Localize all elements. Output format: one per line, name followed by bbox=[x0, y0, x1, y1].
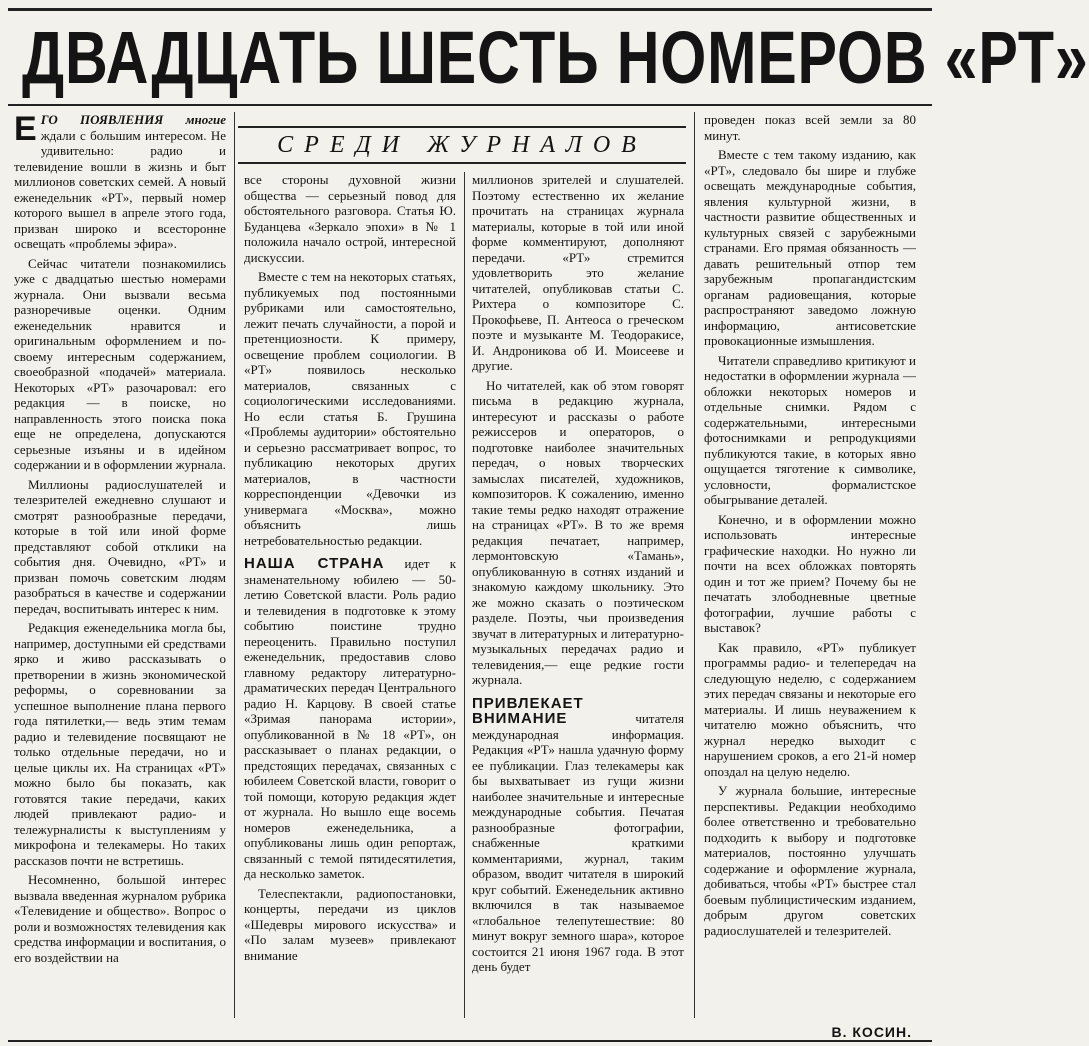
lead-paragraph bbox=[14, 112, 226, 252]
column-divider bbox=[234, 112, 235, 1018]
drop-cap: Е bbox=[14, 110, 37, 148]
col1-p1: ждали с большим интересом. Не удивительно: радио и телевидение вошли в жизнь и быт миллионов советских семей. А новый еженедельник «РТ», первый номер которого вышел в апреле этого года, призван широко и всесторонне освещать «проблемы эфира». bbox=[14, 127, 226, 251]
column-1 bbox=[14, 112, 226, 969]
headline-rule bbox=[8, 104, 932, 106]
col1-p4: Редакция еженедельника могла бы, например, доступными ей средствами ярко и живо рассказывать о претворении в жизнь экономической реформы, о соревновании за успешное выполнение плана первого года пятилетки,— ведь этим темам радио и телевидение посвящают не только отдельные передачи, но и целые циклы их. На страницах «РТ» можно было бы показать, как готовятся такие передачи, каких людей привлекают радио- и тележурналисты к выступлениям у микрофона и телекамеры. Но таких рассказов почти не встретишь. bbox=[14, 620, 226, 868]
col4-p2: Вместе с тем такому изданию, как «РТ», следовало бы шире и глубже освещать международные события, явления культурной жизни, в частности развитие общественных и культурных связей с зарубежными странами. Его прямая обязанность — давать решительный отпор тем зарубежным пропагандистским органам радиовещания, которые распространяют заведомо ложную информацию, антисоветские провокационные измышления. bbox=[704, 147, 916, 348]
col2-p4: Телеспектакли, радиопостановки, концерты, передачи из циклов «Шедевры мирового искусства» и «По залам музеев» привлекают внимание bbox=[244, 885, 456, 963]
column-2 bbox=[244, 172, 456, 967]
col3-p3-block bbox=[472, 696, 684, 975]
headline: ДВАДЦАТЬ ШЕСТЬ НОМЕРОВ «РТ» bbox=[22, 16, 1089, 99]
column-4 bbox=[704, 112, 916, 942]
col2-p2: Вместе с тем на некоторых статьях, публикуемых под постоянными рубриками или самостоятельно, лежит печать случайности, а порой и претенциозности. К примеру, освещение проблем социологии. В «РТ» появилось несколько материалов, связанных с социологическими исследованиями. Но если статья Б. Грушина «Проблемы аудитории» обстоятельно и серьезно рассматривает вопрос, то публикацию некоторых других материалов, в частности корреспонденции «Девочки из универмага «Москва», можно объяснить лишь нетребовательностью редакции. bbox=[244, 269, 456, 548]
col1-p3: Миллионы радиослушателей и телезрителей ежедневно слушают и смотрят разнообразные передачи, которые в той или иной форме представляют собой отклики на события дня. Очевидно, «РТ» и призван помочь советским людям разобраться в качестве и содержании передач, воспитывать интерес к ним. bbox=[14, 476, 226, 616]
subhead-privlekaet: ПРИВЛЕКАЕТ ВНИМАНИЕ bbox=[472, 694, 584, 727]
col4-p1: проведен показ всей земли за 80 минут. bbox=[704, 112, 916, 143]
col1-p5: Несомненно, большой интерес вызвала введенная журналом рубрика «Телевидение и общество». Вопрос о роли и возможностях телевидения как средства информации и воспитания, о его воздействии на bbox=[14, 872, 226, 965]
col3-p2: Но читателей, как об этом говорят письма в редакцию журнала, интересуют и рассказы о работе режиссеров и операторов, о подготовке наиболее значительных передач, о новых творческих замыслах писателей, художников, композиторов. К сожалению, именно такие темы редко находят отражение на страницах «РТ». В то же время редакция печатает, например, лермонтовскую «Тамань», опубликованную в сотнях изданий и знакомую каждому школьнику. Это же можно сказать о поэтическом разделе. Поэты, чьи произведения звучат в литературных и литературно-музыкальных передачах радио и телевидения,— еще редкие гости журнала. bbox=[472, 377, 684, 687]
col3-p1: миллионов зрителей и слушателей. Поэтому естественно их желание прочитать на страницах журнала материалы, которые в той или иной форме комментируют, дополняют передачи. «РТ» стремится удовлетворить это желание читателей, опубликовав статьи С. Рихтера о композиторе С. Прокофьеве, П. Антеоса о греческом поэте и музыканте М. Теодоракисе, И. Андрониковa об И. Моисееве и другие. bbox=[472, 172, 684, 373]
col1-p2: Сейчас читатели познакомились уже с двадцатью шестью номерами журнала. Они вызвали весьма разноречивые оценки. Одним еженедельник нравится и оригинальным оформлением и по-своему интересным содержанием, своеобразной «подачей» материала. Некоторых «РТ» разочаровал: его редакция — в поиске, но направленность этого поиска пока еще не определена, допускаются серьезные изъяны и в идейном содержании и в оформлении журнала. bbox=[14, 255, 226, 472]
column-divider bbox=[464, 172, 465, 1018]
col2-p1: все стороны духовной жизни общества — серьезный повод для обстоятельного разговора. Статья Ю. Буданцева «Зеркало эпохи» в № 1 положила начало острой, интересной дискуссии. bbox=[244, 172, 456, 265]
lead-text: ГО ПОЯВЛЕНИЯ многие bbox=[40, 112, 226, 127]
top-rule bbox=[8, 8, 932, 11]
col2-p3: идет к знаменательному юбилею — 50-летию Советской власти. Роль радио и телевидения в подготовке к этому событию поистине трудно переоценить. Правильно поступил еженедельник, предоставив слово главному редактору литературно-драматических передач Центрального радио Н. Карцову. В своей статье «Зримая панорама истории», опубликованной в № 18 «РТ», он рассказывает о планах редакции, о предстоящих передачах, связанных с юбилеем Советской власти, говорит о той помощи, которую редакция ждет от журнала. Но вышло еще восемь номеров еженедельника, а опубликованы лишь один репортаж, связанный с темой пятидесятилетия, да несколько заметок. bbox=[244, 556, 457, 881]
rubric-title: СРЕДИ ЖУРНАЛОВ bbox=[238, 126, 686, 164]
column-3 bbox=[472, 172, 684, 979]
col3-p3: читателя международная информация. Редакция «РТ» нашла удачную форму ее публикации. Глаз телекамеры как бы выхватывает из гущи жизни наиболее значительные и интересные международные события. Печатая разнообразные фотографии, снабженные краткими комментариями, журнал, таким образом, вводит читателя в широкий круг событий. Еженедельник активно включился в так называемое «глобальное телепутешествие: 80 минут вокруг земного шара», которое состоится 21 июня 1967 года. В этот день будет bbox=[472, 711, 684, 974]
col4-p5: Как правило, «РТ» публикует программы радио- и телепередач на следующую неделю, с содержанием этих передач связаны и некоторые его материалы. И лишь неуважением к читателю можно объяснить, что журнал нередко выходит с нарушением сроков, а его 21-й номер опоздал на целую неделю. bbox=[704, 639, 916, 779]
subhead-nasha-strana: НАША СТРАНА bbox=[244, 555, 385, 572]
col2-p3-block bbox=[244, 556, 456, 882]
col4-p4: Конечно, и в оформлении можно использовать интересные графические находки. Но нужно ли почти на всех обложках повторять один и тот же прием? Почему бы не печатать злободневные цветные фотографии, лучшие работы с выставок? bbox=[704, 511, 916, 635]
author-signature: В. КОСИН. bbox=[831, 1024, 912, 1040]
bottom-rule bbox=[8, 1040, 932, 1042]
col4-p6: У журнала большие, интересные перспективы. Редакции необходимо более ответственно и требовательно подходить к выбору и подготовке материалов, постоянно улучшать содержание и оформление журнала, добиваться, чтобы «РТ» быстрее стал боевым публицистическим изданием, добрым другом советских радиослушателей и телезрителей. bbox=[704, 783, 916, 938]
col4-p3: Читатели справедливо критикуют и недостатки в оформлении журнала — обложки некоторых номеров и отдельные снимки. Рядом с содержательными, интересными фотоснимками и репродукциями публикуются такие, в которых явно ощущается тяготение к символике, условности, формалистское обыгрывание деталей. bbox=[704, 352, 916, 507]
column-divider bbox=[694, 112, 695, 1018]
